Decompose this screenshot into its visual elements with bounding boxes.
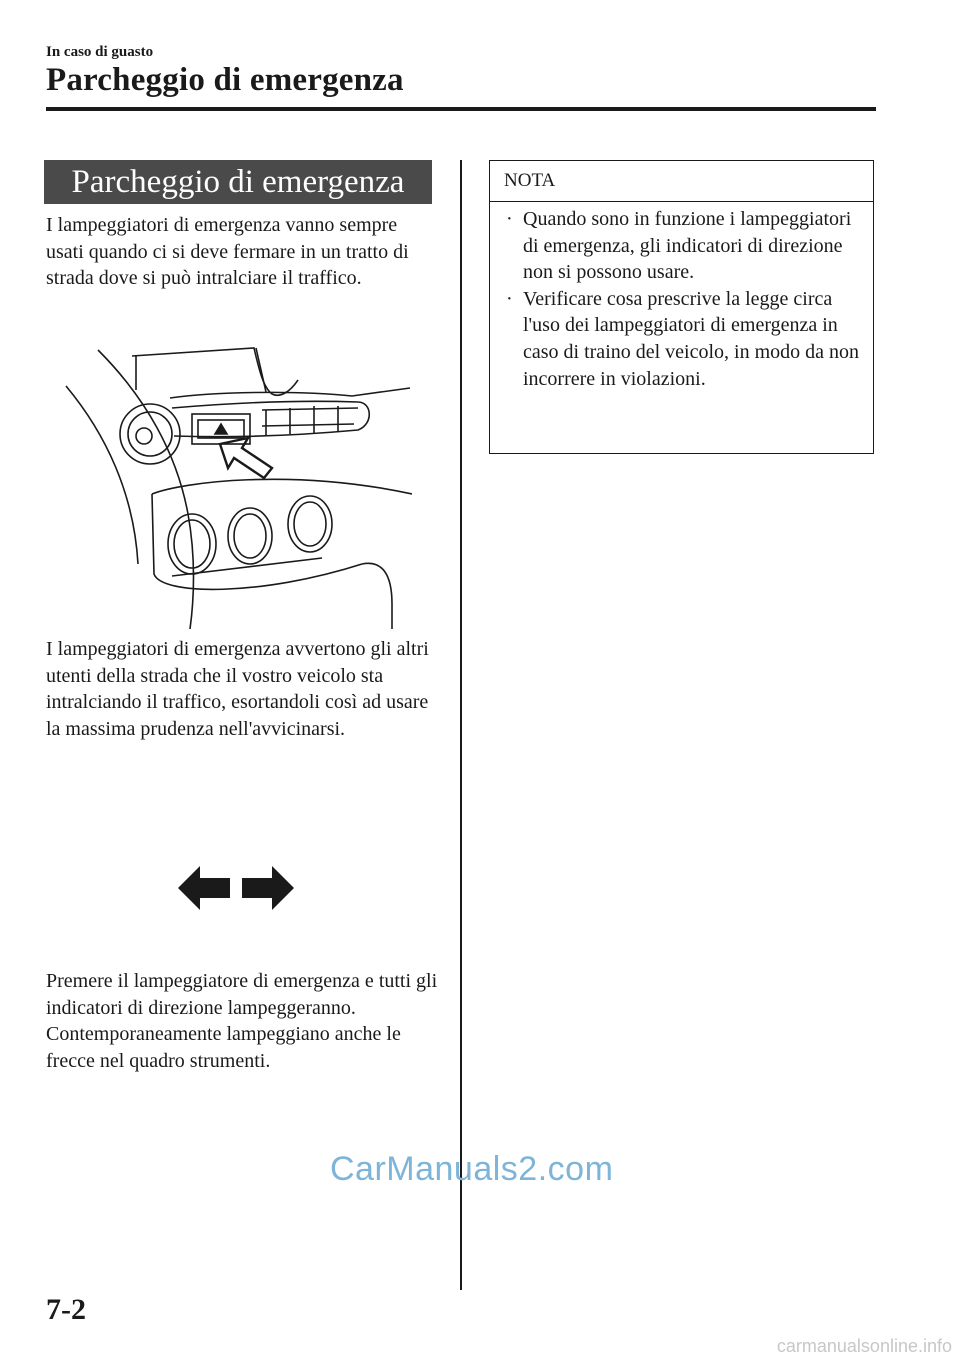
operation-paragraph: Premere il lampeggiatore di emergenza e tutti gli indicatori di direzione lampeggeranno. Contemporaneamente lampeggiano anche le frecce nel quadro strumenti. [46, 970, 438, 1072]
note-list [490, 202, 873, 392]
note-item [490, 286, 873, 392]
note-item-text: Verificare cosa prescrive la legge circa l'uso dei lampeggiatori di emergenza in caso di traino del veicolo, in modo da non incorrere in violazioni. [523, 287, 860, 390]
warning-paragraph: I lampeggiatori di emergenza avvertono gli altri utenti della strada che il vostro veicolo sta intralciando il traffico, esortandoli così ad usare la massima prudenza nell'avvicinarsi. [46, 638, 429, 740]
note-item [490, 206, 873, 286]
watermark: CarManuals2.com [330, 1150, 614, 1188]
note-heading: NOTA [490, 161, 873, 202]
title-rule [46, 107, 876, 111]
bullet-icon: · [506, 287, 513, 310]
section-banner: Parcheggio di emergenza [44, 160, 432, 204]
intro-paragraph: I lampeggiatori di emergenza vanno sempre usati quando ci si deve fermare in un tratto di strada dove si può intralciare il traffico. [46, 214, 409, 290]
page-title: Parcheggio di emergenza [46, 62, 404, 98]
footer-url: carmanualsonline.info [776, 1336, 952, 1356]
turn-signal-arrows-icon [178, 866, 298, 915]
bullet-icon: · [506, 208, 513, 230]
note-item-text: Quando sono in funzione i lampeggiatori di emergenza, gli indicatori di direzione non si possono usare. [523, 208, 852, 284]
column-divider [460, 160, 462, 1290]
page-number: 7-2 [46, 1293, 86, 1326]
hazard-switch-dashboard-illustration [62, 344, 412, 634]
chapter-label: In caso di guasto [46, 44, 154, 60]
note-box [489, 160, 874, 454]
